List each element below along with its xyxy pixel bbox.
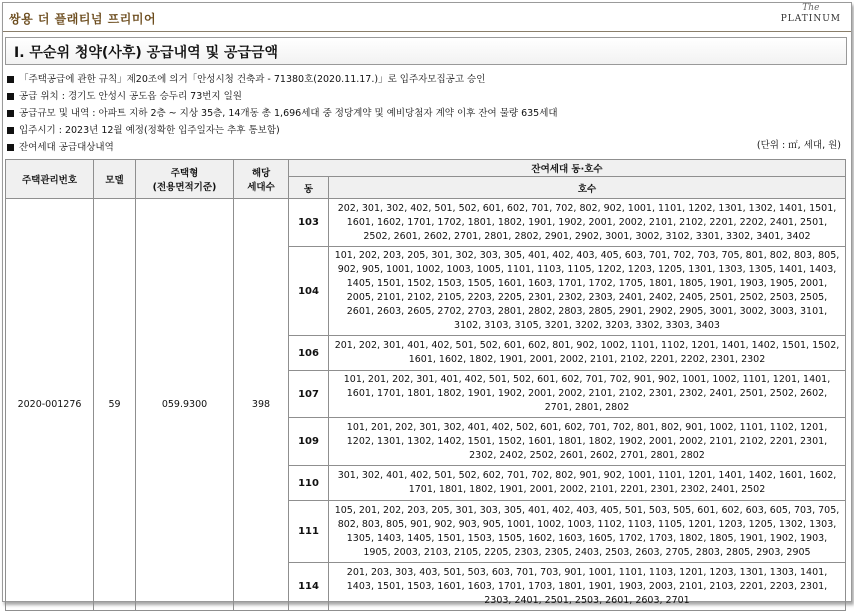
model-cell: 59 xyxy=(94,199,136,611)
logo-the: The xyxy=(802,3,820,13)
dong-cell: 103 xyxy=(289,199,329,247)
bullet-text: 「주택공급에 관한 규칙」제20조에 의거「안성시청 건축과 - 71380호(2020.11.17.)」로 입주자모집공고 승인 xyxy=(19,74,486,85)
dong-cell: 110 xyxy=(289,466,329,501)
bullet-item xyxy=(7,139,847,156)
page-header xyxy=(3,3,851,31)
units-cell: 201, 202, 301, 401, 402, 501, 502, 601, 602, 801, 902, 1002, 1101, 1102, 1201, 1401, 1402, 1501, 1502, 1601, 1602, 1802, 1901, 2001, 2002, 2101, 2102, 2201, 2202, 2301, 2302 xyxy=(329,336,846,371)
supply-table xyxy=(5,159,846,611)
bullet-item xyxy=(7,105,847,122)
header-count xyxy=(234,160,289,199)
type-cell: 059.9300 xyxy=(136,199,234,611)
dong-cell: 107 xyxy=(289,371,329,418)
bullet-text: 입주시기 : 2023년 12월 예정(정확한 입주일자는 추후 통보함) xyxy=(19,125,280,136)
units-cell: 201, 203, 303, 403, 501, 503, 603, 701, 703, 901, 1001, 1101, 1103, 1201, 1203, 1301, 1303, 1401, 1403, 1501, 1503, 1601, 1603, 1701, 1703, 1801, 1901, 1903, 2003, 2101, 2103, 2201, 2203, 2301, 2303, 2401, 2501, 2503, 2601, 2603, 2701 xyxy=(329,563,846,611)
units-cell: 101, 202, 203, 205, 301, 302, 303, 305, 401, 402, 403, 405, 603, 701, 702, 703, 705, 801, 802, 803, 805, 902, 905, 1001, 1002, 1003, 1005, 1101, 1103, 1105, 1202, 1203, 1205, 1301, 1303, 1305, 1401, 1403, 1405, 1501, 1502, 1503, 1505, 1601, 1603, 1701, 1702, 1705, 1801, 1805, 1901, 1903, 1905, 2001, 2005, 2101, 2102, 2105, 2203, 2205, 2301, 2302, 2303, 2401, 2402, 2405, 2501, 2502, 2503, 2505, 2601, 2603, 2605, 2702, 2703, 2801, 2802, 2803, 2805, 2901, 2902, 2905, 3001, 3002, 3003, 3101, 3102, 3103, 3105, 3201, 3202, 3203, 3302, 3303, 3403 xyxy=(329,247,846,336)
bullet-item xyxy=(7,71,847,88)
units-cell: 101, 201, 202, 301, 302, 401, 402, 502, 601, 602, 701, 702, 801, 802, 901, 1002, 1101, 1102, 1201, 1202, 1301, 1302, 1402, 1501, 1502, 1601, 1801, 1802, 1902, 2001, 2002, 2101, 2102, 2201, 2301, 2302, 2402, 2502, 2601, 2602, 2701, 2801, 2802 xyxy=(329,418,846,466)
units-cell: 105, 201, 202, 203, 205, 301, 303, 305, 401, 402, 403, 405, 501, 503, 505, 601, 602, 603, 605, 703, 705, 802, 803, 805, 901, 902, 903, 905, 1001, 1002, 1003, 1102, 1103, 1105, 1201, 1203, 1205, 1302, 1303, 1305, 1403, 1405, 1501, 1503, 1505, 1602, 1603, 1605, 1702, 1703, 1802, 1805, 1901, 1902, 1903, 1905, 2003, 2103, 2105, 2205, 2303, 2305, 2403, 2503, 2603, 2705, 2803, 2805, 2903, 2905 xyxy=(329,501,846,563)
header-house-no: 주택관리번호 xyxy=(6,160,94,199)
dong-cell: 114 xyxy=(289,563,329,611)
header-model: 모델 xyxy=(94,160,136,199)
header-remaining: 잔여세대 동·호수 xyxy=(289,160,846,177)
header-dong: 동 xyxy=(289,177,329,199)
square-bullet-icon xyxy=(7,144,14,151)
unit-note: (단위 : ㎡, 세대, 원) xyxy=(756,140,841,151)
header-count-line2: 세대수 xyxy=(247,182,275,193)
square-bullet-icon xyxy=(7,110,14,117)
bullet-item xyxy=(7,88,847,105)
header-type-line1: 주택형 xyxy=(170,168,199,179)
house-no-cell: 2020-001276 xyxy=(6,199,94,611)
square-bullet-icon xyxy=(7,127,14,134)
document-page xyxy=(2,2,852,606)
header-divider xyxy=(3,31,851,32)
bullet-text: 공급규모 및 내역 : 아파트 지하 2층 ~ 지상 35층, 14개동 총 1,696세대 중 정당계약 및 예비당첨자 계약 이후 잔여 물량 635세대 xyxy=(19,108,558,119)
units-cell: 101, 201, 202, 301, 401, 402, 501, 502, 601, 602, 701, 702, 901, 902, 1001, 1002, 1101, 1201, 1401, 1601, 1701, 1801, 1802, 1901, 1902, 2001, 2002, 2101, 2102, 2301, 2302, 2401, 2501, 2502, 2602, 2701, 2801, 2802 xyxy=(329,371,846,418)
header-type xyxy=(136,160,234,199)
bullet-text: 공급 위치 : 경기도 안성시 공도읍 승두리 73번지 일원 xyxy=(19,91,242,102)
dong-cell: 109 xyxy=(289,418,329,466)
logo-name: PLATINUM xyxy=(780,14,841,24)
platinum-logo xyxy=(781,4,841,25)
dong-cell: 106 xyxy=(289,336,329,371)
company-name: 쌍용 더 플래티넘 프리미어 xyxy=(9,12,157,26)
header-ho: 호수 xyxy=(329,177,846,199)
bullet-item xyxy=(7,122,847,139)
square-bullet-icon xyxy=(7,93,14,100)
square-bullet-icon xyxy=(7,76,14,83)
header-type-line2: (전용면적기준) xyxy=(152,182,217,193)
bullet-list xyxy=(7,71,847,156)
dong-cell: 111 xyxy=(289,501,329,563)
section-title: Ⅰ. 무순위 청약(사후) 공급내역 및 공급금액 xyxy=(14,45,279,61)
units-cell: 202, 301, 302, 402, 501, 502, 601, 602, 701, 702, 802, 902, 1001, 1101, 1202, 1301, 1302, 1401, 1501, 1601, 1602, 1701, 1702, 1801, 1802, 1901, 1902, 2001, 2002, 2101, 2102, 2201, 2202, 2401, 2501, 2502, 2601, 2602, 2701, 2801, 2802, 2901, 2902, 3001, 3002, 3102, 3301, 3302, 3401, 3402 xyxy=(329,199,846,247)
dong-cell: 104 xyxy=(289,247,329,336)
count-cell: 398 xyxy=(234,199,289,611)
section-title-box xyxy=(5,37,847,65)
header-count-line1: 해당 xyxy=(251,168,271,179)
units-cell: 301, 302, 401, 402, 501, 502, 602, 701, 702, 802, 901, 902, 1001, 1101, 1201, 1401, 1402, 1601, 1602, 1701, 1801, 1802, 1901, 2001, 2002, 2101, 2201, 2301, 2302, 2401, 2502 xyxy=(329,466,846,501)
bullet-text: 잔여세대 공급대상내역 xyxy=(19,142,114,153)
